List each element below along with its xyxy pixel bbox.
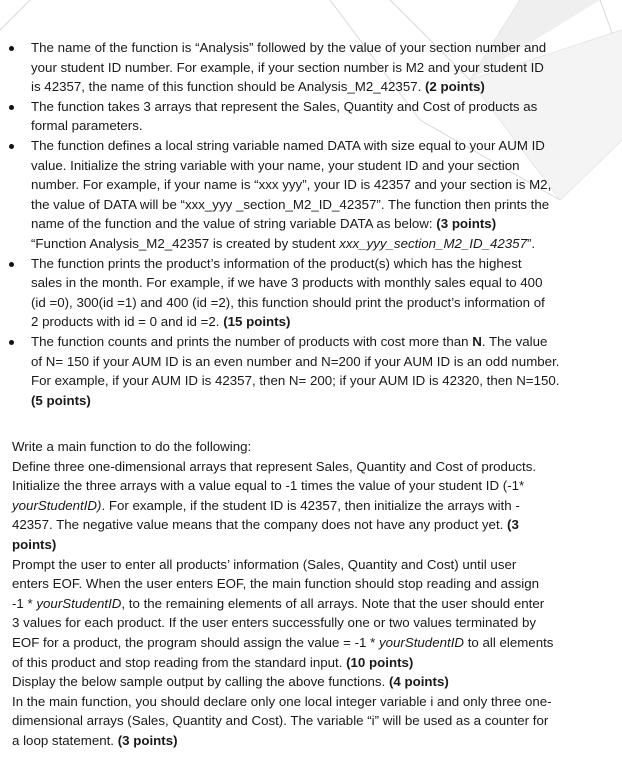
text-run: Write a main function to do the following:	[12, 439, 252, 454]
text-run: ”.	[526, 235, 536, 251]
text-line	[12, 633, 612, 653]
text-run: of this product and stop reading from the standard input.	[12, 654, 347, 670]
text-run: The function counts and prints the number of products with cost more than	[31, 333, 473, 349]
text-line	[31, 254, 602, 274]
text-line	[12, 496, 612, 516]
bold-text-run: (2 points)	[425, 79, 485, 95]
text-run: to all elements	[464, 634, 554, 650]
text-line	[31, 156, 602, 176]
text-line	[31, 195, 602, 215]
text-line	[31, 116, 602, 136]
text-run: “Function Analysis_M2_42357 is created by student	[31, 235, 340, 251]
text-run: a loop statement.	[12, 732, 118, 748]
text-run: The name of the function is “Analysis” followed by the value of your section number and	[31, 40, 547, 55]
text-run: 2 products with id = 0 and id =2.	[31, 314, 224, 330]
text-run: number. For example, if your name is “xxx yyy”, your ID is 42357 and your section is M2,	[31, 177, 552, 193]
italic-text-run: yourStudentID)	[12, 497, 102, 513]
text-line	[31, 136, 602, 156]
text-run: (id =0), 300(id =1) and 400 (id =2), this function should print the product’s information of	[31, 294, 545, 310]
text-line	[31, 214, 602, 234]
text-line	[31, 175, 602, 195]
text-run: . For example, if the student ID is 42357, then initialize the arrays with -	[101, 497, 520, 513]
bullet-dot-icon	[9, 262, 14, 267]
bold-text-run: points)	[12, 536, 57, 552]
text-run: The function defines a local string variable named DATA with size equal to your AUM ID	[31, 137, 545, 153]
text-line	[31, 371, 602, 391]
text-run: . The value	[481, 333, 548, 349]
text-run: -1 *	[12, 595, 37, 611]
text-run: EOF for a product, the program should assign the value = -1 *	[12, 634, 379, 650]
bullet-item	[0, 136, 622, 254]
text-run: Define three one-dimensional arrays that represent Sales, Quantity and Cost of products.	[12, 458, 537, 474]
bullet-item	[0, 254, 622, 332]
main-function-instructions	[12, 437, 612, 751]
text-run: formal parameters.	[31, 118, 143, 134]
text-line	[12, 476, 612, 496]
text-line	[31, 352, 602, 372]
bullet-dot-icon	[9, 105, 14, 110]
requirements-bullet-list	[0, 38, 622, 410]
bullet-dot-icon	[9, 144, 14, 149]
text-run: the value of DATA will be “xxx_yyy _section_M2_ID_42357”. The function then prints the	[31, 196, 550, 212]
text-line	[12, 731, 612, 751]
text-line	[12, 457, 612, 477]
text-line	[12, 653, 612, 673]
bold-text-run: (3 points)	[117, 732, 178, 748]
text-line	[12, 574, 612, 594]
text-line	[31, 332, 602, 352]
text-run: Prompt the user to enter all products’ information (Sales, Quantity and Cost) until user	[12, 556, 517, 572]
italic-text-run: yourStudentID	[378, 634, 464, 650]
bullet-item	[0, 332, 622, 410]
bullet-item	[0, 38, 622, 97]
text-run: Initialize the three arrays with a value equal to -1 times the value of your student ID (-1*	[12, 478, 525, 494]
bullet-item	[0, 97, 622, 136]
text-run: name of the function and the value of string variable DATA as below:	[31, 216, 437, 232]
text-line	[31, 58, 602, 78]
text-run: of N= 150 if your AUM ID is an even number and N=200 if your AUM ID is an odd number.	[31, 353, 560, 369]
text-line	[12, 555, 612, 575]
bold-text-run: (3 points)	[436, 216, 497, 232]
text-run: is 42357, the name of this function should be Analysis_M2_42357.	[31, 79, 425, 95]
text-line	[31, 312, 602, 332]
watermark-line	[0, 0, 30, 30]
text-run: value. Initialize the string variable with your name, your student ID and your section	[31, 157, 520, 173]
bold-text-run: (15 points)	[223, 314, 291, 330]
text-run: The function takes 3 arrays that represent the Sales, Quantity and Cost of products as	[31, 98, 538, 114]
text-line	[31, 273, 602, 293]
text-run: Display the below sample output by calling the above functions.	[12, 674, 389, 690]
text-line	[12, 437, 612, 457]
bullet-dot-icon	[9, 340, 14, 345]
text-line	[12, 515, 612, 535]
text-line	[31, 293, 602, 313]
text-line	[31, 38, 602, 58]
text-run: dimensional arrays (Sales, Quantity and Cost). The variable “i” will be used as a counter for	[12, 713, 549, 729]
bold-text-run: (10 points)	[346, 654, 414, 670]
text-run: sales in the month. For example, if we have 3 products with monthly sales equal to 400	[31, 275, 543, 291]
text-run: 3 values for each product. If the user enters successfully one or two values terminated by	[12, 615, 537, 631]
text-line	[12, 594, 612, 614]
bullet-dot-icon	[9, 46, 14, 51]
text-run: enters EOF. When the user enters EOF, the main function should stop reading and assign	[12, 576, 539, 592]
bold-text-run: (4 points)	[388, 674, 449, 690]
text-run: For example, if your AUM ID is 42357, then N= 200; if your AUM ID is 42320, then N=150.	[31, 373, 560, 389]
text-run: , to the remaining elements of all arrays. Note that the user should enter	[121, 595, 545, 611]
text-line	[31, 97, 602, 117]
text-line	[31, 234, 602, 254]
text-run: your student ID number. For example, if your section number is M2 and your student ID	[31, 59, 544, 75]
italic-text-run: yourStudentID	[36, 595, 122, 611]
text-line	[12, 711, 612, 731]
text-line	[12, 692, 612, 712]
text-line	[31, 391, 602, 411]
text-run: In the main function, you should declare only one local integer variable i and only three one-	[12, 693, 552, 709]
text-line	[12, 535, 612, 555]
italic-text-run: xxx_yyy_section_M2_ID_42357	[339, 235, 527, 251]
text-line	[12, 613, 612, 633]
text-run: 42357. The negative value means that the company does not have any product yet.	[12, 517, 508, 533]
bold-text-run: (3	[507, 517, 519, 533]
text-line	[12, 672, 612, 692]
text-line	[31, 77, 602, 97]
bold-text-run: N	[472, 333, 482, 349]
text-run: The function prints the product’s information of the product(s) which has the highest	[31, 255, 522, 271]
bold-text-run: (5 points)	[31, 392, 91, 408]
